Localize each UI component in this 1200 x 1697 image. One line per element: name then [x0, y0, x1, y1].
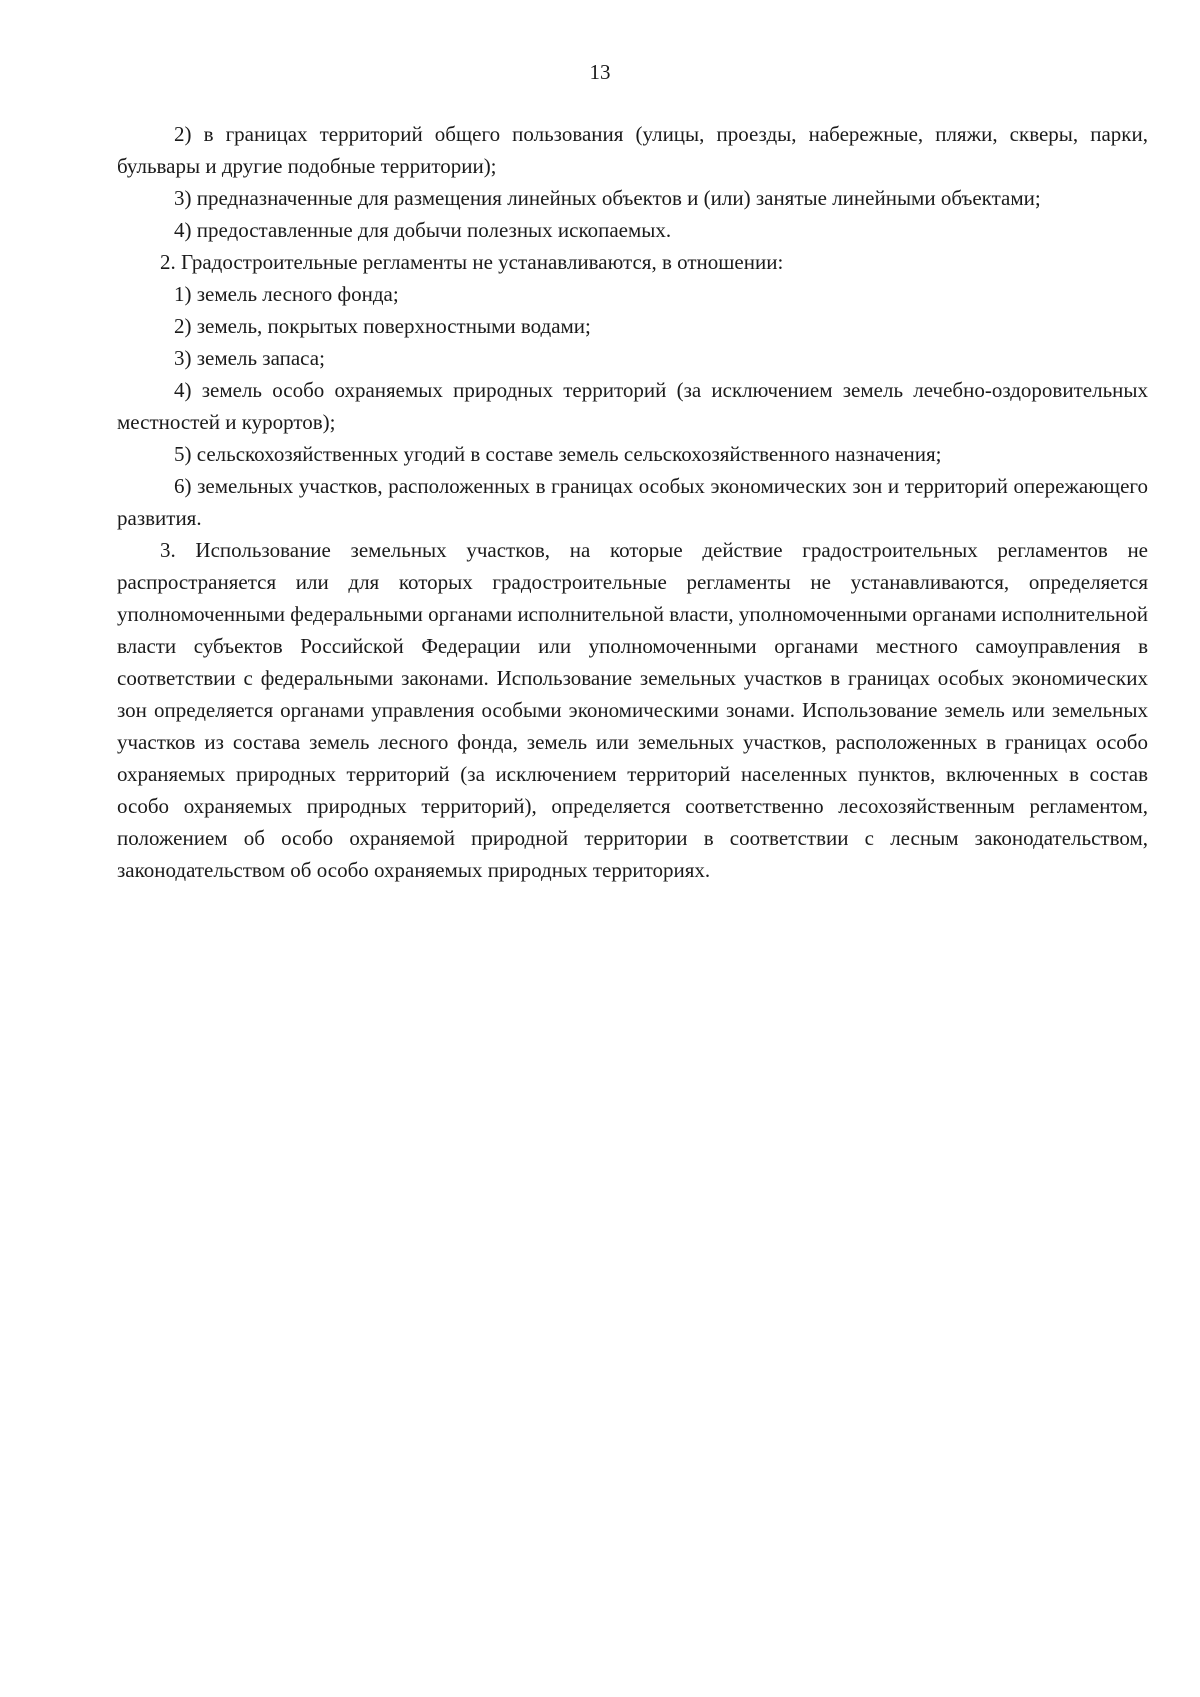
paragraph-item-2: 2) в границах территорий общего пользования (улицы, проезды, набережные, пляжи, скверы, парки, бульвары и другие подобные территории);: [117, 122, 1148, 178]
paragraph-item-4: 4) предоставленные для добычи полезных ископаемых.: [174, 218, 672, 242]
paragraph-item-3b: 3) земель запаса;: [174, 346, 325, 370]
paragraph-item-4b: 4) земель особо охраняемых природных территорий (за исключением земель лечебно-оздоровительных местностей и курортов);: [117, 378, 1148, 434]
paragraph-item-2b: 2) земель, покрытых поверхностными водами;: [174, 314, 591, 338]
paragraph-section-3: 3. Использование земельных участков, на которые действие градостроительных регламентов не распространяется или для которых градостроительные регламенты не устанавливаются, определяется уполномоченными федеральными органами исполнительной власти, уполномоченными органами исполнительной власти субъектов Российской Федерации или уполномоченными органами местного самоуправления в соответствии с федеральными законами. Использование земельных участков в границах особых экономических зон определяется органами управления особыми экономическими зонами. Использование земель или земельных участков из состава земель лесного фонда, земель или земельных участков, расположенных в границах особо охраняемых природных территорий (за исключением территорий населенных пунктов, включенных в состав особо охраняемых природных территорий), определяется соответственно лесохозяйственным регламентом, положением об особо охраняемой природной территории в соответствии с лесным законодательством, законодательством об особо охраняемых природных территориях.: [117, 538, 1148, 882]
document-body: [117, 118, 1148, 886]
page-number: 13: [589, 60, 611, 84]
paragraph-item-1: 1) земель лесного фонда;: [174, 282, 399, 306]
paragraph-item-3: 3) предназначенные для размещения линейных объектов и (или) занятые линейными объектами;: [174, 186, 1041, 210]
paragraph-item-5: 5) сельскохозяйственных угодий в составе земель сельскохозяйственного назначения;: [174, 442, 942, 466]
paragraph-item-6: 6) земельных участков, расположенных в границах особых экономических зон и территорий опережающего развития.: [117, 474, 1148, 530]
paragraph-section-2: 2. Градостроительные регламенты не устанавливаются, в отношении:: [160, 250, 784, 274]
